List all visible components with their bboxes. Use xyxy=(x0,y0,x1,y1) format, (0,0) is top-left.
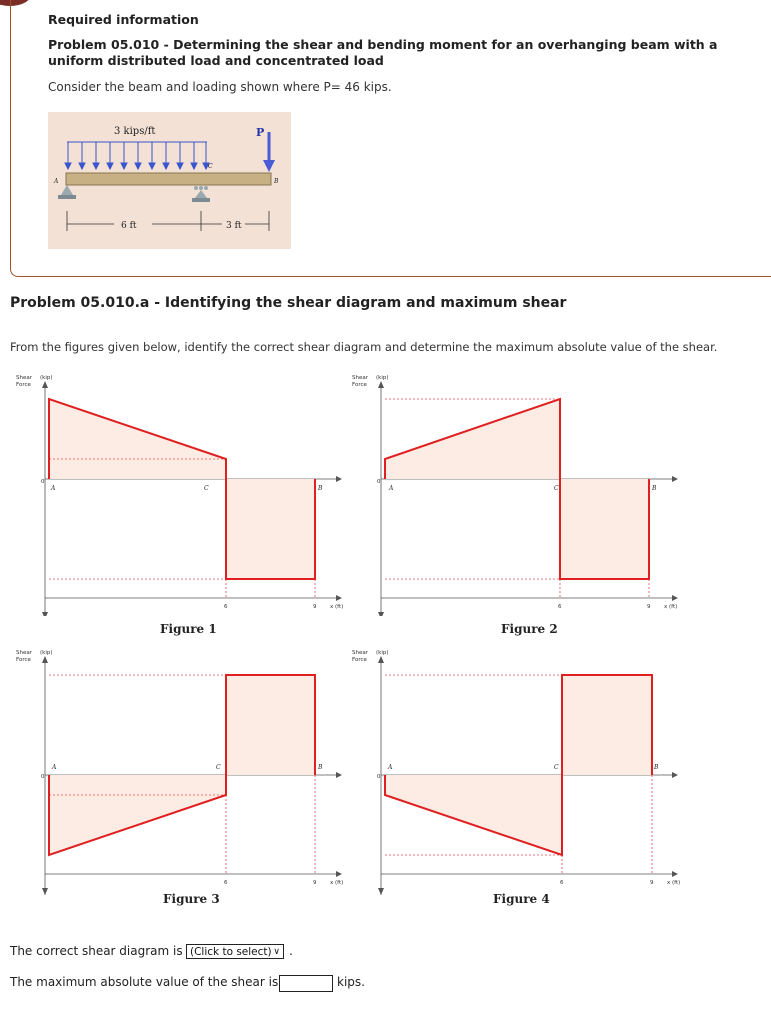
shear-diagram-select[interactable] xyxy=(186,944,284,959)
figure-3[interactable] xyxy=(0,645,380,915)
svg-text:6: 6 xyxy=(224,604,228,610)
svg-text:9: 9 xyxy=(650,880,654,886)
dim-right-label: 3 ft xyxy=(226,221,242,231)
svg-text:x (ft): x (ft) xyxy=(330,880,344,886)
unit-label: kips. xyxy=(337,975,365,989)
figure-caption: Figure 3 xyxy=(163,892,220,906)
distributed-load-arrows xyxy=(65,142,209,169)
svg-text:6: 6 xyxy=(224,880,228,886)
svg-text:Shear: Shear xyxy=(16,375,32,381)
svg-text:Shear: Shear xyxy=(16,650,32,656)
svg-text:0: 0 xyxy=(377,479,381,485)
figure-1[interactable] xyxy=(0,366,380,636)
svg-text:B: B xyxy=(318,764,323,771)
svg-text:0: 0 xyxy=(41,479,45,485)
svg-text:C: C xyxy=(204,485,209,492)
point-c-label: C xyxy=(208,163,213,170)
beam-figure xyxy=(48,112,291,249)
point-load-arrow xyxy=(263,132,275,172)
svg-text:Force: Force xyxy=(352,382,367,388)
consider-text: Consider the beam and loading shown where P= 46 kips. xyxy=(48,80,392,94)
svg-text:(kip): (kip) xyxy=(40,650,53,656)
svg-text:9: 9 xyxy=(313,604,317,610)
pin-support-a xyxy=(58,185,76,199)
svg-text:C: C xyxy=(554,764,559,771)
svg-text:9: 9 xyxy=(313,880,317,886)
svg-text:x (ft): x (ft) xyxy=(330,604,344,610)
svg-text:B: B xyxy=(652,485,657,492)
figure-caption: Figure 2 xyxy=(501,622,558,636)
roller-support-c xyxy=(192,186,210,202)
max-shear-input[interactable] xyxy=(279,975,333,992)
svg-text:x (ft): x (ft) xyxy=(667,880,681,886)
svg-text:C: C xyxy=(216,764,221,771)
svg-text:Shear: Shear xyxy=(352,375,368,381)
svg-text:x (ft): x (ft) xyxy=(664,604,678,610)
dim-left-label: 6 ft xyxy=(121,221,137,231)
svg-text:(kip): (kip) xyxy=(40,375,53,381)
svg-text:Shear: Shear xyxy=(352,650,368,656)
question-shear-diagram: The correct shear diagram is xyxy=(10,944,183,958)
svg-text:B: B xyxy=(654,764,659,771)
required-info-title: Required information xyxy=(48,12,199,27)
chevron-down-icon: ∨ xyxy=(273,947,280,957)
svg-text:(kip): (kip) xyxy=(376,650,389,656)
svg-text:C: C xyxy=(554,485,559,492)
select-value: (Click to select) xyxy=(190,946,272,958)
svg-text:0: 0 xyxy=(377,774,381,780)
svg-text:A: A xyxy=(51,485,56,492)
question-max-shear: The maximum absolute value of the shear is xyxy=(10,975,279,989)
svg-text:A: A xyxy=(388,764,393,771)
beam xyxy=(66,173,271,185)
svg-text:0: 0 xyxy=(41,774,45,780)
figure-4[interactable] xyxy=(336,645,716,915)
svg-text:Force: Force xyxy=(16,657,31,663)
figure-caption: Figure 4 xyxy=(493,892,550,906)
svg-text:9: 9 xyxy=(647,604,651,610)
problem-title: Problem 05.010 - Determining the shear and bending moment for an overhanging beam with a uniform distributed load and concentrated load xyxy=(48,37,718,68)
svg-text:A: A xyxy=(52,764,57,771)
point-b-label: B xyxy=(274,178,279,185)
figure-caption: Figure 1 xyxy=(160,622,217,636)
point-a-label: A xyxy=(54,178,59,185)
svg-text:B: B xyxy=(318,485,323,492)
svg-text:6: 6 xyxy=(558,604,562,610)
svg-text:Force: Force xyxy=(16,382,31,388)
svg-text:6: 6 xyxy=(560,880,564,886)
question-period: . xyxy=(289,944,293,958)
load-label: 3 kips/ft xyxy=(114,126,156,137)
svg-text:Force: Force xyxy=(352,657,367,663)
p-label: P xyxy=(256,126,265,139)
svg-text:(kip): (kip) xyxy=(376,375,389,381)
instruction-text: From the figures given below, identify the correct shear diagram and determine the maximum absolute value of the shear. xyxy=(10,340,718,354)
svg-text:A: A xyxy=(389,485,394,492)
figure-2[interactable] xyxy=(336,366,716,636)
subproblem-title: Problem 05.010.a - Identifying the shear diagram and maximum shear xyxy=(10,295,567,311)
